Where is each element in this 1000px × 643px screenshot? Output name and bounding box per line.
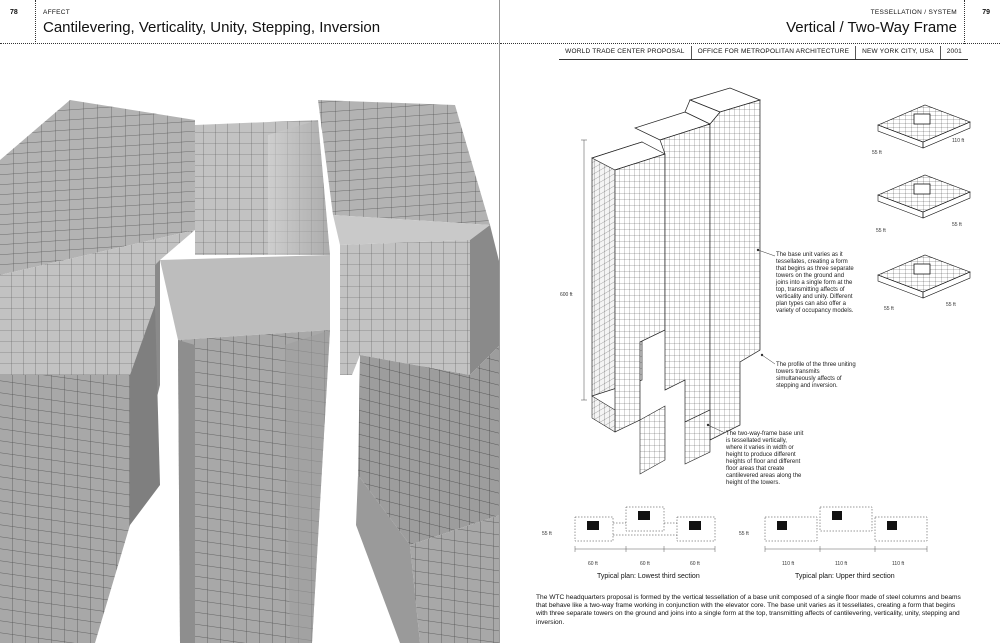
unit-diagram-3 [878,255,970,298]
right-page-number: 79 [982,9,990,16]
lower-plan-side-dim: 55 ft [542,531,552,537]
unit-3-dim-a: 55 ft [884,306,894,312]
lower-plan-caption: Typical plan: Lowest third section [597,573,700,580]
plan-upper-third [762,505,932,555]
right-page-title: Vertical / Two-Way Frame [786,19,957,36]
project-meta-row [559,46,968,60]
tower-perspective-render [0,45,500,643]
left-page-title: Cantilevering, Verticality, Unity, Stepping, Inversion [43,19,381,36]
right-page [500,0,1000,643]
meta-location: NEW YORK CITY, USA [855,46,940,59]
lower-plan-dim-1: 60 ft [588,561,598,567]
upper-plan-caption: Typical plan: Upper third section [795,573,895,580]
upper-plan-dim-2: 110 ft [835,561,848,567]
lower-plan-dim-3: 60 ft [690,561,700,567]
axonometric-tower-diagram [580,80,790,480]
meta-project: WORLD TRADE CENTER PROPOSAL [565,48,685,55]
plan-lower-third [570,505,720,555]
left-page-header [0,0,500,44]
unit-1-dim-b: 110 ft [952,138,965,144]
upper-plan-side-dim: 55 ft [739,531,749,537]
body-paragraph: The WTC headquarters proposal is formed by the vertical tessellation of a base unit composed of a single floor made of steel columns and beams that behave like a two-way frame working in conjunction with the elevator core. The base unit varies as it tessellates, creating a form that begins with three separate towers on the ground and joins into a single form at the top, transmitting affects of cantilevering, verticality, unity, stepping and inversion. [536,594,961,626]
unit-2-dim-b: 55 ft [952,222,962,228]
header-divider [35,0,36,44]
height-dimension: 600 ft [560,292,573,298]
upper-plan-dim-1: 110 ft [782,561,795,567]
unit-diagram-2 [878,175,970,218]
base-unit-diagrams [870,100,980,310]
annotation-two-way-frame: The two-way-frame base unit is tessellated vertically, where it varies in width or height to produce different heights of floor and different floor areas that create cantilevered areas along the height of the towers. [726,431,804,486]
right-section-label: TESSELLATION / SYSTEM [870,9,957,16]
right-page-header [500,0,1000,44]
header-divider [964,0,965,44]
unit-1-dim-a: 55 ft [872,150,882,156]
left-page-number: 78 [10,9,18,16]
upper-plan-dim-3: 110 ft [892,561,905,567]
meta-architect: OFFICE FOR METROPOLITAN ARCHITECTURE [691,46,856,59]
unit-3-dim-b: 55 ft [946,302,956,308]
meta-year: 2001 [940,46,968,59]
annotation-base-unit: The base unit varies as it tessellates, creating a form that begins as three separate towers on the ground and joins into a single form at the top, transmitting affects of verticality and unity. Different plan types can also offer a variety of occupancy models. [776,252,854,314]
left-section-label: AFFECT [43,9,71,16]
annotation-profile: The profile of the three uniting towers transmits simultaneously affects of stepping and inversion. [776,362,856,389]
lower-plan-dim-2: 60 ft [640,561,650,567]
unit-2-dim-a: 55 ft [876,228,886,234]
